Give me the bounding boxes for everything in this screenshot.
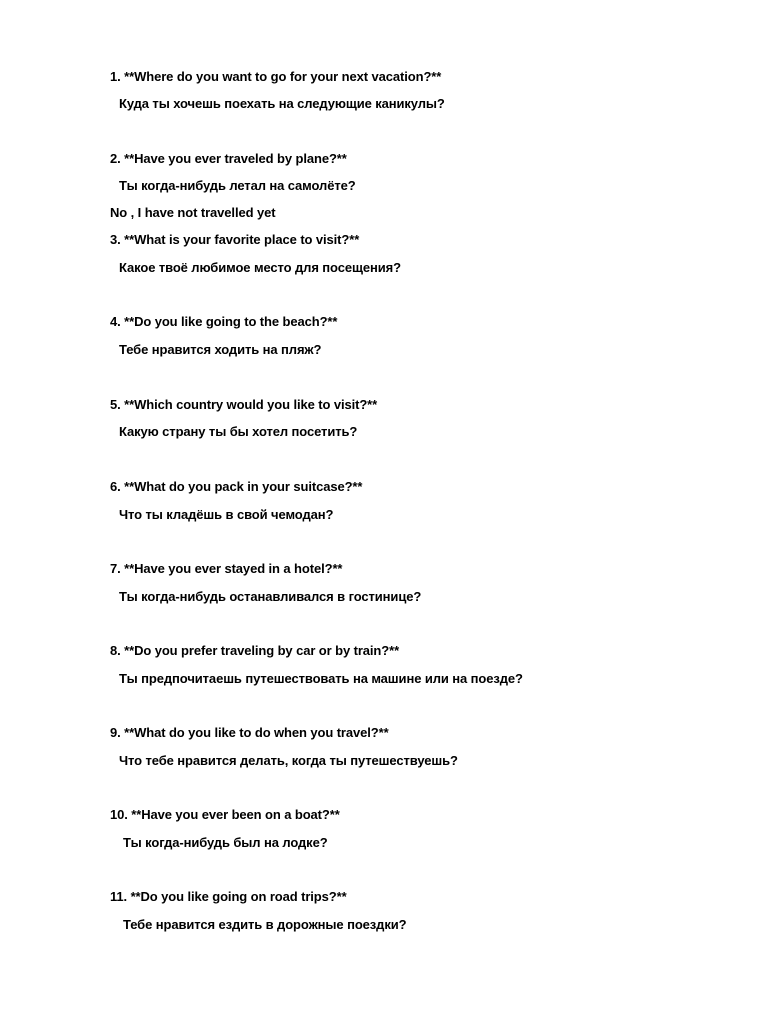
question-10: 10. **Have you ever been on a boat?** [110,807,340,822]
question-8: 8. **Do you prefer traveling by car or by train?** [110,643,400,658]
question-9: 9. **What do you like to do when you travel?** [110,725,389,740]
translation-11: Тебе нравится ездить в дорожные поездки? [123,917,407,932]
translation-6: Что ты кладёшь в свой чемодан? [119,507,334,522]
translation-2: Ты когда-нибудь летал на самолёте? [119,178,356,193]
question-5: 5. **Which country would you like to visit?** [110,397,378,412]
question-6: 6. **What do you pack in your suitcase?** [110,479,363,494]
translation-9: Что тебе нравится делать, когда ты путешествуешь? [119,753,458,768]
translation-8: Ты предпочитаешь путешествовать на машине или на поезде? [119,671,523,686]
translation-7: Ты когда-нибудь останавливался в гостинице? [119,589,422,604]
translation-5: Какую страну ты бы хотел посетить? [119,424,358,439]
question-1: 1. **Where do you want to go for your next vacation?** [110,69,442,84]
translation-4: Тебе нравится ходить на пляж? [119,342,322,357]
translation-1: Куда ты хочешь поехать на следующие каникулы? [119,96,445,111]
question-4: 4. **Do you like going to the beach?** [110,314,338,329]
question-11: 11. **Do you like going on road trips?** [110,889,347,904]
translation-3: Какое твоё любимое место для посещения? [119,260,401,275]
question-7: 7. **Have you ever stayed in a hotel?** [110,561,343,576]
question-2: 2. **Have you ever traveled by plane?** [110,151,347,166]
question-3: 3. **What is your favorite place to visit?** [110,232,360,247]
answer-2: No , I have not travelled yet [110,205,276,220]
translation-10: Ты когда-нибудь был на лодке? [123,835,328,850]
